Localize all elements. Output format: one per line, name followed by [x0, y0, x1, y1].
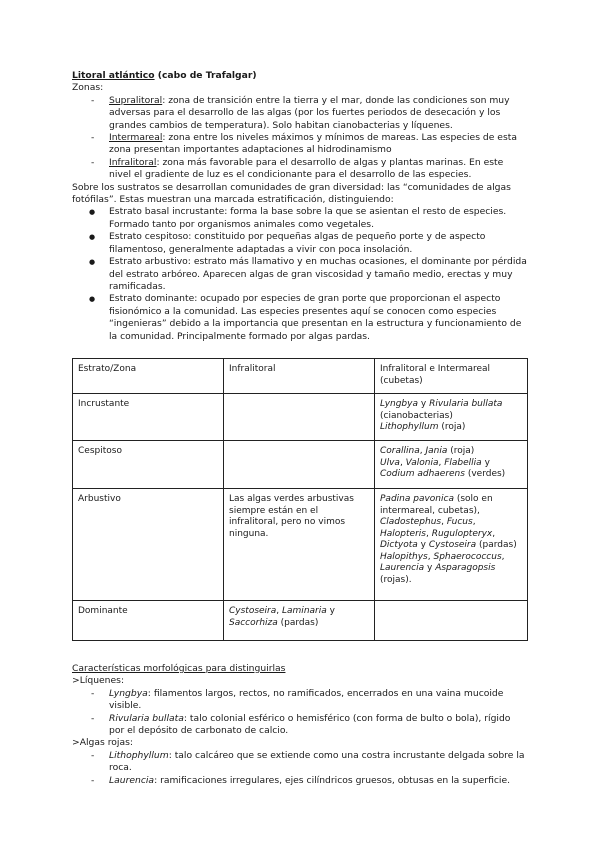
liquenes-label: >Líquenes: — [72, 675, 125, 687]
list-item: ● Estrato dominante: ocupado por especies de gran porte que proporcionan el aspecto fisionómico a la comunidad. Las especies presentes aquí se conocen como especies “ingenieras” debido a la importancia que presentan en la estructura y funcionamiento de la comunidad. Principalmente formado por algas pardas. — [72, 293, 528, 343]
table-header: Infralitoral — [224, 358, 375, 393]
table-row — [73, 600, 528, 640]
table-cell: Padina pavonica (solo en intermareal, cubetas), Cladostephus, Fucus, Halopteris, Rugulopteryx, Dictyota y Cystoseira (pardas) Halopithys, Sphaerococcus, Laurencia y Asparagopsis (rojas). — [375, 488, 528, 600]
list-item: - Infralitoral: zona más favorable para el desarrollo de algas y plantas marinas. En este nivel el gradiente de luz es el condicionante para el desarrollo de las especies. — [72, 157, 528, 182]
morfo-title: Características morfológicas para distinguirlas — [72, 662, 286, 674]
rojas-label: >Algas rojas: — [72, 737, 133, 749]
liquenes-list — [72, 688, 528, 738]
section-title-main: Litoral atlántico — [72, 70, 155, 81]
list-item: - Rivularia bullata: talo colonial esférico o hemisférico (con forma de bulto o bola), rígido por el depósito de carbonato de calcio. — [72, 713, 528, 738]
list-item: - Lithophyllum: talo calcáreo que se extiende como una costra incrustante delgada sobre la roca. — [72, 750, 528, 775]
list-item: ● Estrato cespitoso: constituido por pequeñas algas de pequeño porte y de aspecto filamentoso, generalmente adaptadas a vivir con poca insolación. — [72, 231, 528, 256]
table-cell: Dominante — [73, 600, 224, 640]
table-row — [73, 488, 528, 600]
strata-table — [72, 358, 528, 641]
table-cell: Cystoseira, Laminaria y Saccorhiza (pardas) — [224, 600, 375, 640]
table-header: Estrato/Zona — [73, 358, 224, 393]
list-item: ● Estrato basal incrustante: forma la base sobre la que se asientan el resto de especies. Formado tanto por organismos animales como vegetales. — [72, 206, 528, 231]
list-item: - Supralitoral: zona de transición entre la tierra y el mar, donde las condiciones son muy adversas para el desarrollo de las algas (por los fuertes periodos de desecación y los grandes cambios de temperatura). Solo habitan cianobacterias y líquenes. — [72, 95, 528, 132]
zonas-list — [72, 95, 528, 182]
table-header: Infralitoral e Intermareal (cubetas) — [375, 358, 528, 393]
table-cell: Cespitoso — [73, 440, 224, 488]
table-header-row — [73, 358, 528, 393]
section-title-rest: (cabo de Trafalgar) — [154, 70, 257, 81]
list-item: - Intermareal: zona entre los niveles máximos y mínimos de mareas. Las especies de esta zona presentan importantes adaptaciones al hidrodinamismo — [72, 132, 528, 157]
estratos-list — [72, 206, 528, 342]
table-cell: Corallina, Jania (roja) Ulva, Valonia, Flabellia y Codium adhaerens (verdes) — [375, 440, 528, 488]
table-cell — [224, 394, 375, 441]
document-page — [72, 70, 528, 787]
table-cell: Las algas verdes arbustivas siempre están en el infralitoral, pero no vimos ninguna. — [224, 488, 375, 600]
list-item: - Lyngbya: filamentos largos, rectos, no ramificados, encerrados en una vaina mucoide visible. — [72, 688, 528, 713]
table-row — [73, 394, 528, 441]
table-cell — [375, 600, 528, 640]
sustratos-intro: Sobre los sustratos se desarrollan comunidades de gran diversidad: las “comunidades de algas fotófilas”. Estas muestran una marcada estratificación, distinguiendo: — [72, 181, 511, 206]
table-cell: Incrustante — [73, 394, 224, 441]
section-title — [72, 70, 528, 82]
zonas-label: Zonas: — [72, 82, 104, 94]
list-item: ● Estrato arbustivo: estrato más llamativo y en muchas ocasiones, el dominante por pérdida del estrato arbóreo. Aparecen algas de gran viscosidad y tamaño medio, erectas y muy ramificadas. — [72, 256, 528, 293]
rojas-list — [72, 750, 528, 787]
table-row — [73, 440, 528, 488]
table-cell: Arbustivo — [73, 488, 224, 600]
table-cell: Lyngbya y Rivularia bullata (cianobacterias) Lithophyllum (roja) — [375, 394, 528, 441]
list-item: - Laurencia: ramificaciones irregulares, ejes cilíndricos gruesos, obtusas en la superficie. — [72, 775, 528, 787]
table-cell — [224, 440, 375, 488]
